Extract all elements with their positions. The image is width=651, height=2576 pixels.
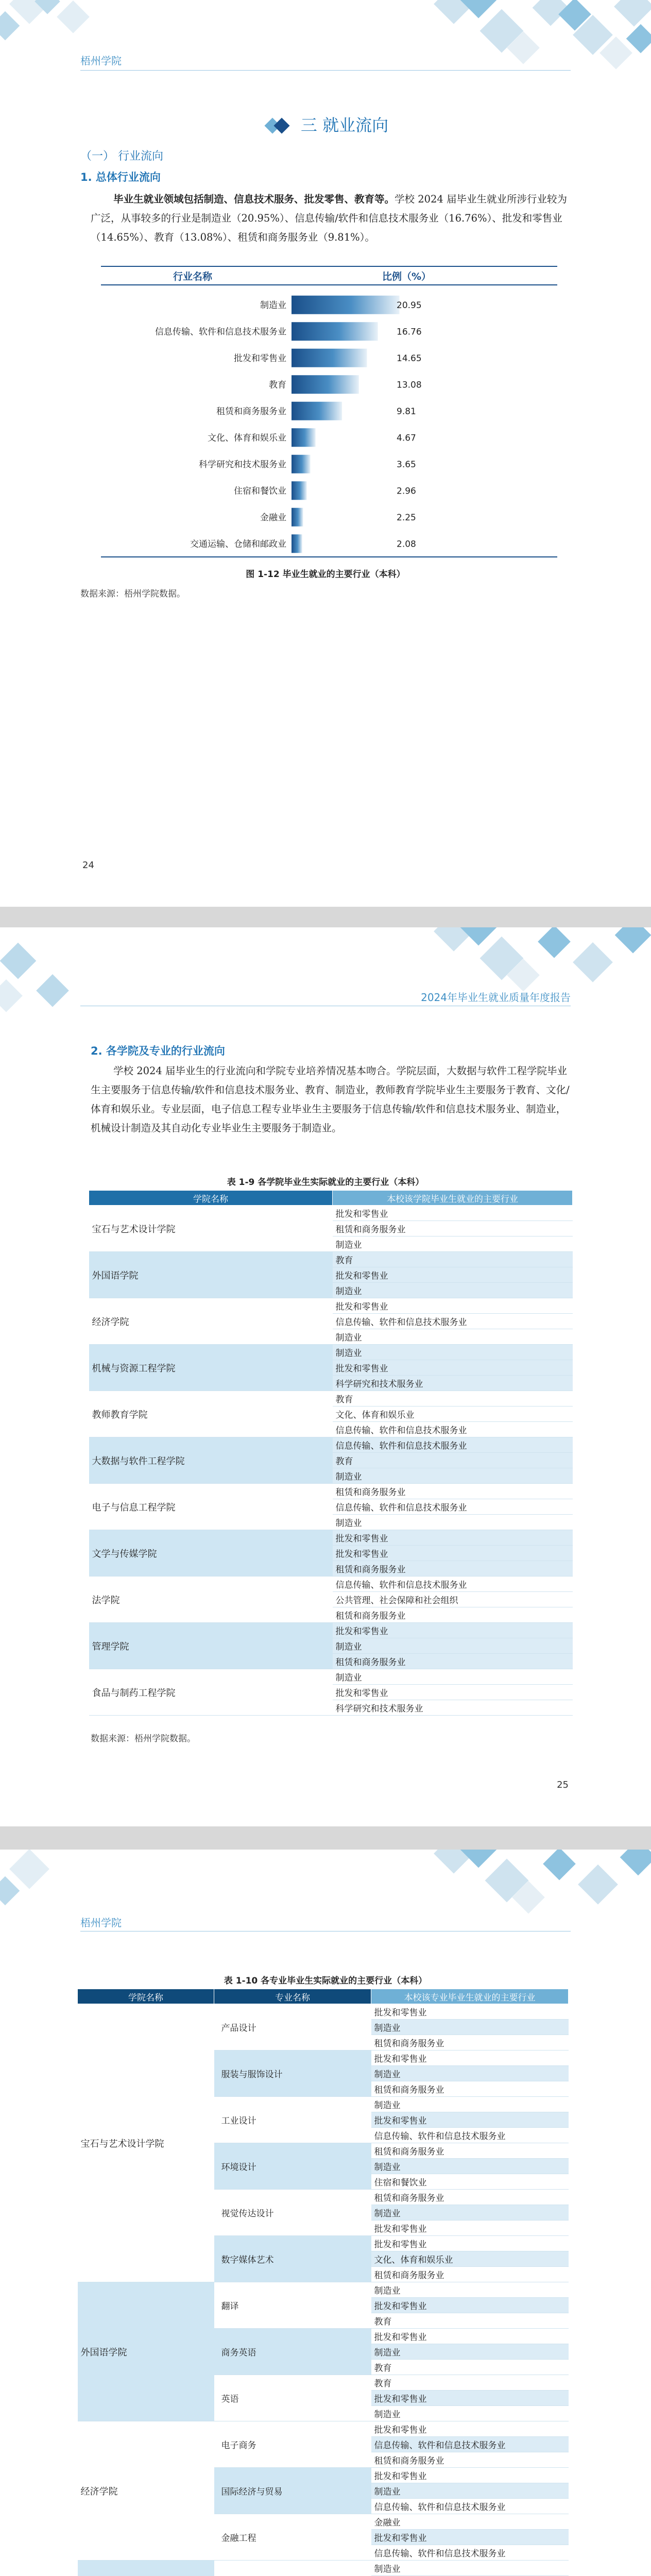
data-source-note: 数据来源：梧州学院数据。 [80, 589, 185, 599]
decorative-diamond-pattern [0, 0, 242, 88]
industry-cell: 批发和零售业 [371, 2050, 569, 2066]
industry-cell: 制造业 [371, 2561, 569, 2576]
table-row [89, 1391, 573, 1406]
major-name-cell: 产品设计 [214, 2004, 371, 2050]
industry-cell: 批发和零售业 [333, 1267, 573, 1283]
bar-category-label: 金融业 [260, 512, 286, 523]
chart-header-rule [101, 284, 557, 285]
major-name-cell [214, 2561, 371, 2576]
table-row [89, 1623, 573, 1638]
header-rule [80, 70, 571, 71]
table-row [89, 1298, 573, 1314]
major-name-cell: 数字媒体艺术 [214, 2236, 371, 2282]
college-name-cell: 机械与资源工程学院 [89, 1345, 333, 1391]
major-name-cell: 服装与服饰设计 [214, 2050, 371, 2097]
table-row [78, 2004, 569, 2020]
table-caption: 表 1-10 各专业毕业生实际就业的主要行业（本科） [224, 1976, 427, 1986]
col-header-college: 学院名称 [78, 1989, 214, 2004]
industry-cell: 租赁和商务服务业 [371, 2081, 569, 2097]
industry-cell: 批发和零售业 [371, 2530, 569, 2545]
college-name-cell: 经济学院 [89, 1298, 333, 1345]
college-name-cell: 外国语学院 [89, 1252, 333, 1298]
industry-cell: 租赁和商务服务业 [333, 1607, 573, 1623]
college-name-cell: 法学院 [89, 1577, 333, 1623]
decorative-diamond-pattern [409, 1850, 651, 1937]
industry-cell: 租赁和商务服务业 [371, 2452, 569, 2468]
industry-bar-chart [101, 266, 557, 557]
diamond-bullet-icon [263, 116, 294, 137]
table-row [89, 1345, 573, 1360]
industry-cell: 制造业 [333, 1468, 573, 1484]
major-name-cell: 翻译 [214, 2282, 371, 2329]
industry-cell: 信息传输、软件和信息技术服务业 [371, 2545, 569, 2561]
bar-category-label: 教育 [269, 380, 286, 391]
college-name-cell: 外国语学院 [78, 2282, 214, 2421]
industry-cell: 租赁和商务服务业 [371, 2143, 569, 2159]
table-row [89, 1206, 573, 1221]
page-25 [0, 927, 651, 1826]
section-title [0, 112, 651, 137]
industry-cell: 制造业 [371, 2406, 569, 2421]
chart-bottom-rule [101, 556, 557, 557]
bar-category-label: 批发和零售业 [234, 353, 286, 364]
college-name-cell: 文学与传媒学院 [89, 1530, 333, 1577]
bar-value-label: 13.08 [397, 380, 422, 391]
industry-cell: 信息传输、软件和信息技术服务业 [333, 1314, 573, 1329]
industry-cell: 租赁和商务服务业 [371, 2267, 569, 2282]
col-header-college: 学院名称 [89, 1191, 333, 1206]
industry-cell: 租赁和商务服务业 [333, 1221, 573, 1236]
industry-cell: 批发和零售业 [371, 2221, 569, 2236]
industry-cell: 制造业 [333, 1329, 573, 1345]
industry-cell: 批发和零售业 [371, 2329, 569, 2344]
table-row [78, 2561, 569, 2576]
body-paragraph [91, 190, 574, 247]
major-name-cell: 工业设计 [214, 2097, 371, 2143]
page-number: 25 [557, 1780, 569, 1790]
page-header: 梧州学院 [80, 1917, 122, 1929]
bar-category-label: 文化、体育和娱乐业 [208, 433, 286, 444]
industry-cell: 批发和零售业 [371, 2112, 569, 2128]
major-name-cell: 商务英语 [214, 2329, 371, 2375]
industry-cell: 批发和零售业 [333, 1360, 573, 1376]
industry-cell: 批发和零售业 [333, 1546, 573, 1561]
table-row [89, 1530, 573, 1546]
industry-cell: 制造业 [333, 1669, 573, 1685]
subsubsection-heading: 1. 总体行业流向 [80, 171, 161, 183]
industry-cell: 批发和零售业 [371, 2004, 569, 2020]
bar-category-label: 住宿和餐饮业 [234, 486, 286, 497]
major-name-cell: 金融工程 [214, 2514, 371, 2561]
college-name-cell: 教师教育学院 [89, 1391, 333, 1437]
industry-cell: 批发和零售业 [333, 1623, 573, 1638]
major-name-cell: 国际经济与贸易 [214, 2468, 371, 2514]
college-name-cell: 电子与信息工程学院 [89, 1484, 333, 1530]
industry-cell: 公共管理、社会保障和社会组织 [333, 1592, 573, 1607]
bar [292, 402, 342, 420]
bar [292, 508, 303, 527]
bar [292, 349, 367, 367]
bar-value-label: 2.96 [397, 486, 416, 497]
industry-cell: 批发和零售业 [333, 1298, 573, 1314]
chart-top-rule [101, 266, 557, 267]
industry-cell: 信息传输、软件和信息技术服务业 [333, 1422, 573, 1437]
industry-cell: 教育 [333, 1391, 573, 1406]
industry-cell: 科学研究和技术服务业 [333, 1376, 573, 1391]
college-name-cell: 管理学院 [89, 1623, 333, 1669]
bar-category-label: 租赁和商务服务业 [216, 406, 286, 417]
industry-cell: 批发和零售业 [371, 2236, 569, 2251]
bar [292, 534, 302, 553]
industry-cell: 租赁和商务服务业 [333, 1561, 573, 1577]
industry-cell: 信息传输、软件和信息技术服务业 [371, 2499, 569, 2514]
industry-cell: 制造业 [371, 2097, 569, 2112]
industry-cell: 批发和零售业 [371, 2391, 569, 2406]
college-name-cell: 经济学院 [78, 2421, 214, 2561]
decorative-diamond-pattern [409, 0, 651, 88]
industry-cell: 教育 [333, 1252, 573, 1267]
bar [292, 455, 311, 473]
chart-header-value: 比例（%） [382, 271, 432, 282]
college-name-cell: 大数据与软件工程学院 [89, 1437, 333, 1484]
bar-category-label: 制造业 [260, 300, 286, 311]
industry-cell: 租赁和商务服务业 [333, 1484, 573, 1499]
bar-value-label: 4.67 [397, 433, 416, 444]
industry-cell: 制造业 [371, 2066, 569, 2081]
page-26 [0, 1850, 651, 2576]
industry-cell: 批发和零售业 [371, 2468, 569, 2483]
bar-value-label: 20.95 [397, 300, 422, 311]
bar [292, 322, 378, 341]
industry-cell: 信息传输、软件和信息技术服务业 [333, 1499, 573, 1515]
industry-cell: 制造业 [333, 1283, 573, 1298]
industry-cell: 信息传输、软件和信息技术服务业 [371, 2437, 569, 2452]
col-header-industry: 本校该专业毕业生就业的主要行业 [371, 1989, 569, 2004]
industry-cell: 租赁和商务服务业 [333, 1654, 573, 1669]
subsubsection-heading: 2. 各学院及专业的行业流向 [91, 1045, 225, 1057]
bar-value-label: 2.25 [397, 512, 416, 523]
table-row [78, 2282, 569, 2298]
bar-value-label: 3.65 [397, 459, 416, 470]
page-header: 梧州学院 [80, 55, 122, 67]
college-name-cell: 食品与制药工程学院 [89, 1669, 333, 1716]
table-row [89, 1669, 573, 1685]
col-header-major: 专业名称 [214, 1989, 371, 2004]
college-name-cell: 宝石与艺术设计学院 [78, 2004, 214, 2282]
industry-cell: 制造业 [371, 2483, 569, 2499]
body-paragraph: 学校 2024 届毕业生的行业流向和学院专业培养情况基本吻合。学院层面，大数据与软件工程学院毕业生主要服务于信息传输/软件和信息技术服务业、教育、制造业，教师教育学院毕业生主要服务于教育、文化/体育和娱乐业。专业层面，电子信息工程专业毕业生主要服务于信息传输/软件和信息技术服务业、制造业，机械设计制造及其自动化专业毕业生主要服务于制造业。 [91, 1065, 570, 1134]
industry-cell: 制造业 [371, 2282, 569, 2298]
industry-cell: 批发和零售业 [371, 2421, 569, 2437]
industry-cell: 批发和零售业 [333, 1685, 573, 1700]
table-row [89, 1252, 573, 1267]
industry-cell: 租赁和商务服务业 [371, 2035, 569, 2050]
industry-cell: 制造业 [333, 1515, 573, 1530]
decorative-diamond-pattern [0, 927, 242, 1015]
table-row [89, 1437, 573, 1453]
college-industry-table [89, 1190, 573, 1716]
industry-cell: 信息传输、软件和信息技术服务业 [371, 2128, 569, 2143]
industry-cell: 信息传输、软件和信息技术服务业 [333, 1437, 573, 1453]
table-caption: 表 1-9 各学院毕业生实际就业的主要行业（本科） [227, 1177, 424, 1188]
bar-value-label: 14.65 [397, 353, 422, 364]
chart-header-category: 行业名称 [173, 271, 213, 282]
industry-cell: 租赁和商务服务业 [371, 2190, 569, 2205]
industry-cell: 批发和零售业 [333, 1530, 573, 1546]
major-industry-table [77, 1989, 569, 2576]
bar-value-label: 9.81 [397, 406, 416, 417]
table-row [89, 1484, 573, 1499]
table-row [89, 1577, 573, 1592]
industry-cell: 科学研究和技术服务业 [333, 1700, 573, 1716]
industry-cell: 制造业 [333, 1638, 573, 1654]
bar-category-label: 科学研究和技术服务业 [199, 459, 286, 470]
table-row [78, 2421, 569, 2437]
industry-cell: 批发和零售业 [371, 2298, 569, 2313]
section-title-text: 三 就业流向 [300, 115, 389, 135]
college-name-cell [78, 2561, 214, 2576]
bar [292, 375, 359, 394]
industry-cell: 制造业 [371, 2205, 569, 2221]
major-name-cell: 电子商务 [214, 2421, 371, 2468]
data-source-note: 数据来源：梧州学院数据。 [91, 1734, 196, 1744]
industry-cell: 金融业 [371, 2514, 569, 2530]
bar-value-label: 2.08 [397, 539, 416, 550]
industry-cell: 教育 [371, 2360, 569, 2375]
industry-cell: 教育 [371, 2313, 569, 2329]
bar [292, 296, 400, 314]
major-name-cell: 英语 [214, 2375, 371, 2421]
bar-category-label: 交通运输、仓储和邮政业 [190, 539, 286, 550]
industry-cell: 制造业 [371, 2344, 569, 2360]
bar [292, 428, 316, 447]
industry-cell: 制造业 [333, 1345, 573, 1360]
industry-cell: 制造业 [371, 2159, 569, 2174]
subsection-heading: （一） 行业流向 [80, 150, 163, 163]
industry-cell: 住宿和餐饮业 [371, 2174, 569, 2190]
chart-plot [101, 286, 557, 555]
page-24 [0, 0, 651, 907]
college-name-cell: 宝石与艺术设计学院 [89, 1206, 333, 1252]
paragraph-text: 学校 2024 届毕业生就业所涉行业较为广泛，从事较多的行业是制造业（20.95%）、信息传输/软件和信息技术服务业（16.76%）、批发和零售业（14.65%）、教育（13.08%）、租赁和商务服务业（9.81%）。 [91, 193, 568, 243]
industry-cell: 教育 [371, 2375, 569, 2391]
industry-cell: 批发和零售业 [333, 1206, 573, 1221]
industry-cell: 制造业 [371, 2020, 569, 2035]
bar [292, 481, 307, 500]
industry-cell: 文化、体育和娱乐业 [333, 1406, 573, 1422]
industry-cell: 文化、体育和娱乐业 [371, 2251, 569, 2267]
page-header: 2024年毕业生就业质量年度报告 [421, 991, 571, 1004]
bar-value-label: 16.76 [397, 327, 422, 337]
major-name-cell: 环境设计 [214, 2143, 371, 2190]
page-number: 24 [82, 860, 94, 871]
major-name-cell: 视觉传达设计 [214, 2190, 371, 2236]
col-header-industry: 本校该学院毕业生就业的主要行业 [333, 1191, 573, 1206]
paragraph-bold-lead: 毕业生就业领域包括制造、信息技术服务、批发零售、教育等。 [113, 193, 395, 205]
industry-cell: 制造业 [333, 1236, 573, 1252]
industry-cell: 信息传输、软件和信息技术服务业 [333, 1577, 573, 1592]
bar-category-label: 信息传输、软件和信息技术服务业 [155, 327, 286, 337]
figure-caption: 图 1-12 毕业生就业的主要行业（本科） [246, 569, 405, 580]
industry-cell: 教育 [333, 1453, 573, 1468]
